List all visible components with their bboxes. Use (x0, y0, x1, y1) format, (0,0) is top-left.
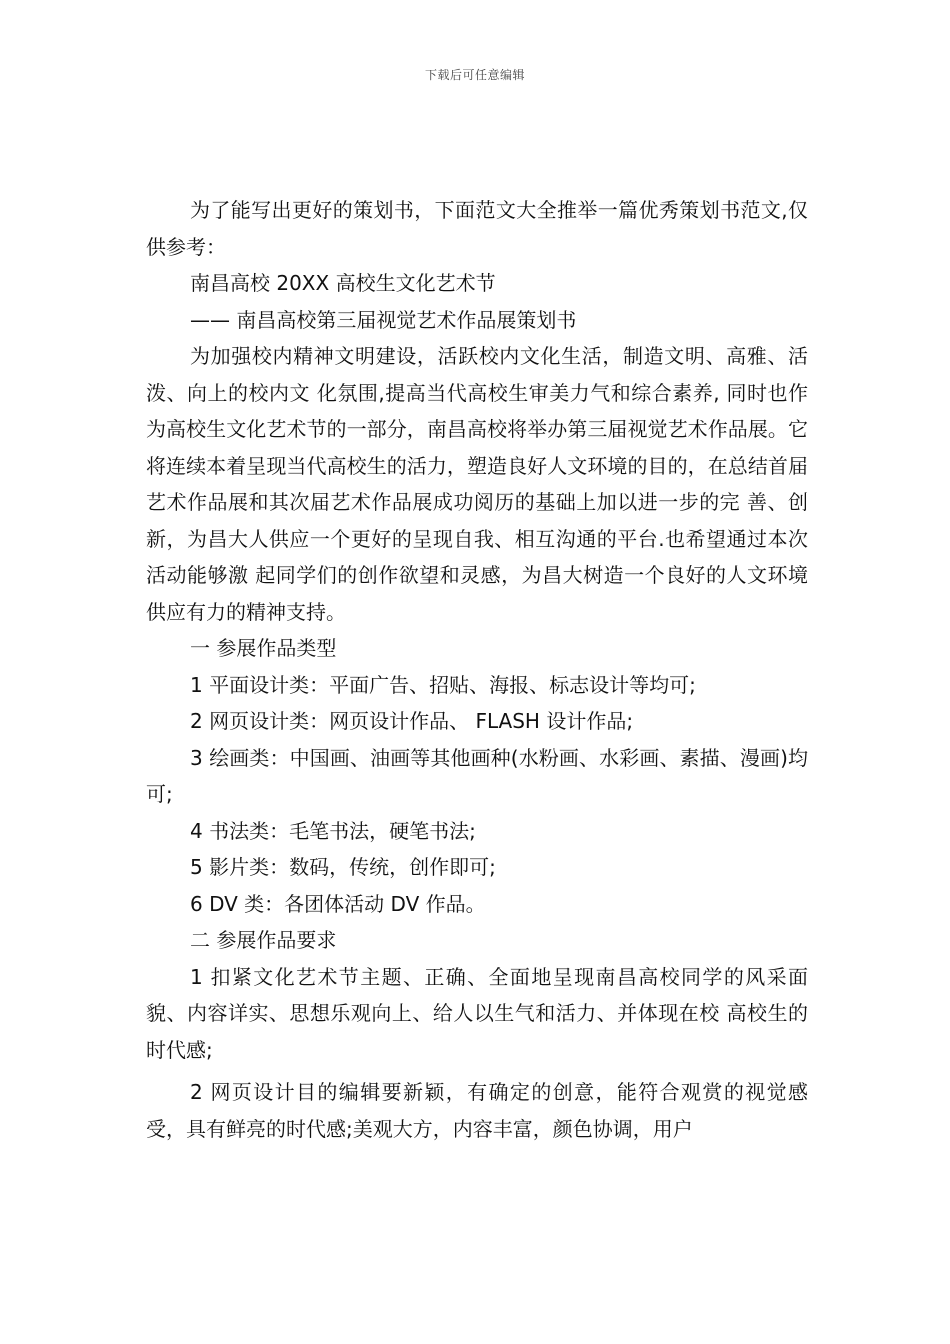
document-body (146, 192, 808, 1147)
list-item-dv: 6 DV 类：各团体活动 DV 作品。 (190, 891, 486, 916)
intro-paragraph: 为了能写出更好的策划书，下面范文大全推举一篇优秀策划书范文,仅供参考： (146, 198, 808, 259)
document-title: 南昌高校 20XX 高校生文化艺术节 (190, 271, 496, 295)
page-header: 下载后可任意编辑 (424, 68, 525, 82)
list-item-film: 5 影片类：数码，传统，创作即可; (190, 855, 496, 879)
section-heading-types: 一 参展作品类型 (190, 636, 337, 660)
list-item-calligraphy: 4 书法类：毛笔书法，硬笔书法; (190, 818, 476, 843)
section-heading-requirements: 二 参展作品要求 (190, 928, 337, 952)
requirement-item-2: 2 网页设计目的编辑要新颖，有确定的创意，能符合观赏的视觉感受，具有鲜亮的时代感;美观大方，内容丰富，颜色协调，用户 (146, 1080, 808, 1141)
purpose-paragraph: 为加强校内精神文明建设，活跃校内文化生活，制造文明、高雅、活泼、向上的校内文 化氛围,提高当代高校生审美力气和综合素养, 同时也作为高校生文化艺术节的一部分，南昌高校将举办第三届视觉艺术作品展。它将连续本着呈现当代高校生的活力，塑造良好人文环境的目的，在总结首届艺术作品展和其次届艺术作品展成功阅历的基础上加以进一步的完 善、创新，为昌大人供应一个更好的呈现自我、相互沟通的平台.也希望通过本次活动能够激 起同学们的创作欲望和灵感，为昌大树造一个良好的人文环境供应有力的精神支持。 (146, 344, 808, 624)
requirement-item-1: 1 扣紧文化艺术节主题、正确、全面地呈现南昌高校同学的风采面貌、内容详实、思想乐观向上、给人以生气和活力、并体现在校 高校生的时代感; (146, 964, 808, 1062)
list-item-web-design: 2 网页设计类：网页设计作品、 FLASH 设计作品; (190, 709, 634, 733)
list-item-graphic-design: 1 平面设计类：平面广告、招贴、海报、标志设计等均可; (190, 672, 696, 697)
list-item-painting: 3 绘画类：中国画、油画等其他画种(水粉画、水彩画、素描、漫画)均可; (146, 745, 808, 806)
document-subtitle: —— 南昌高校第三届视觉艺术作品展策划书 (190, 307, 577, 332)
